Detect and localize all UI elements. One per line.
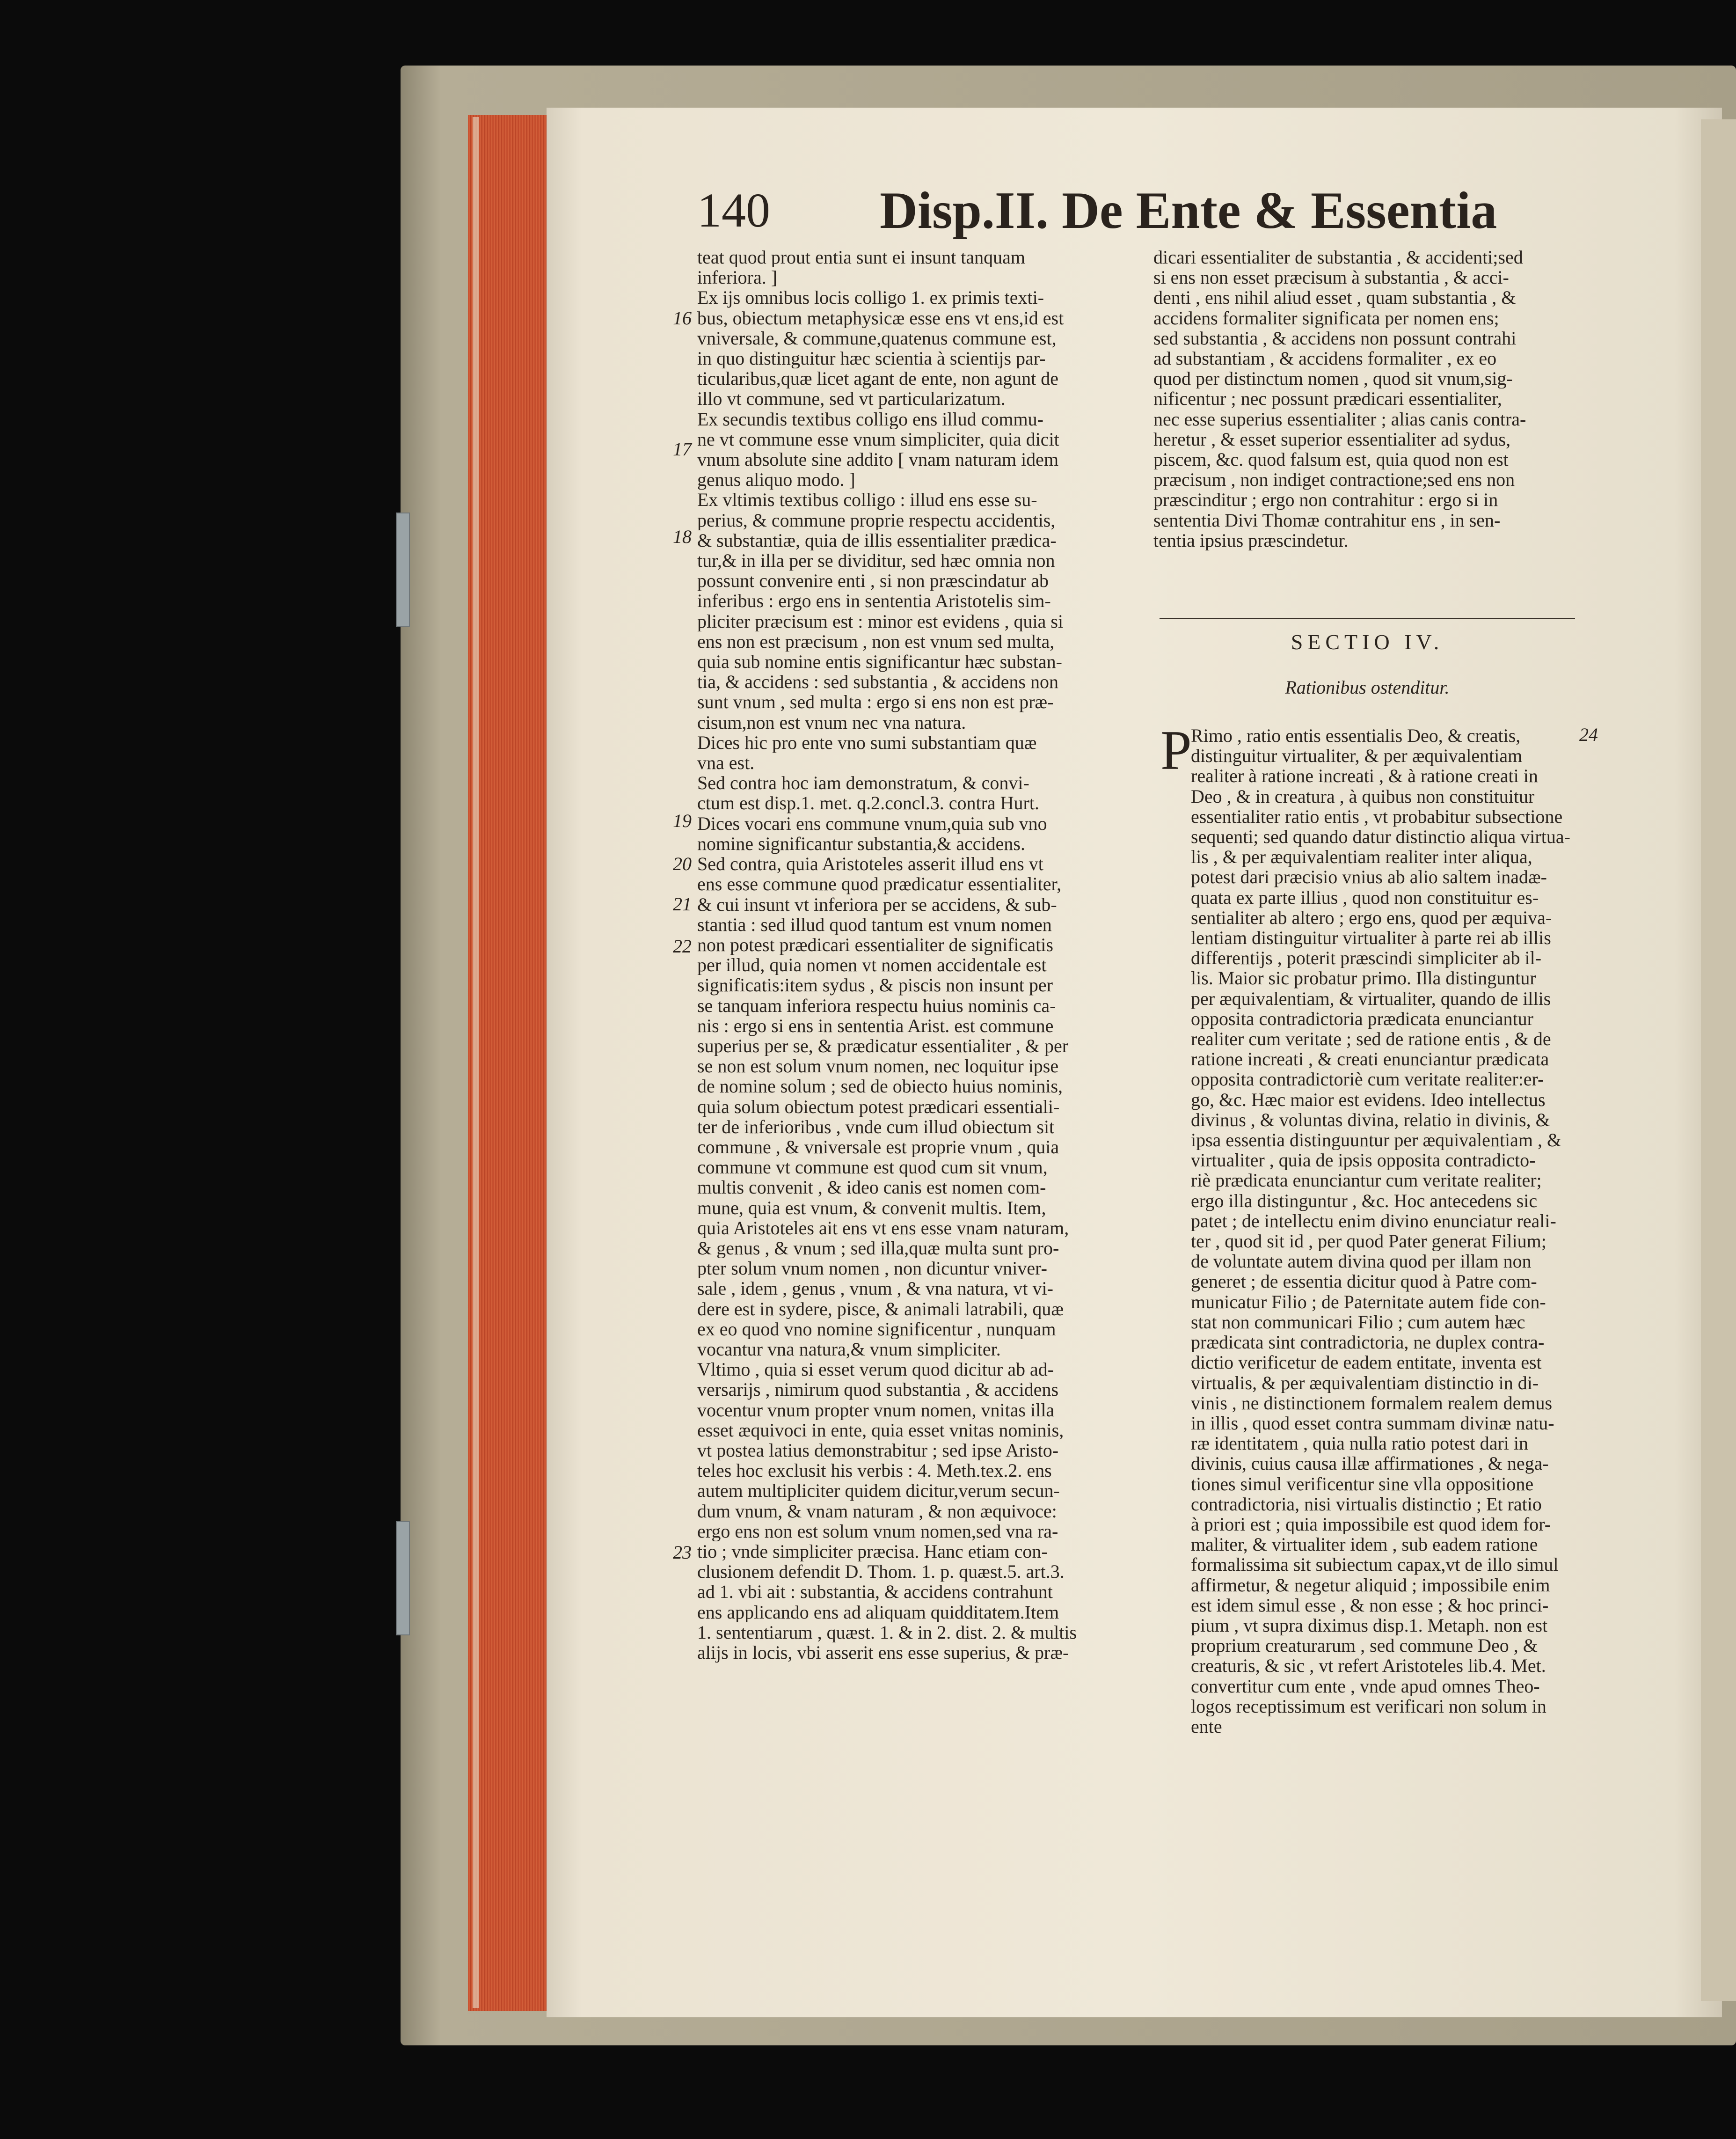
text-line: vna est.	[697, 753, 755, 773]
text-line: perius, & commune proprie respectu accidentis,	[697, 510, 1056, 530]
text-line: sunt vnum , sed multa : ergo si ens non est præ-	[697, 692, 1054, 712]
margin-number-24: 24	[1579, 724, 1598, 745]
margin-number-18: 18	[673, 526, 692, 547]
text-line: sequenti; sed quando datur distinctio aliqua virtua-	[1191, 827, 1570, 847]
text-line: divinis, cuius causa illæ affirmationes , & nega-	[1191, 1453, 1549, 1474]
text-line: sale , idem , genus , vnum , & vna natura, vt vi-	[697, 1278, 1053, 1299]
text-line: Ex secundis textibus colligo ens illud commu-	[697, 409, 1043, 429]
text-line: prædicata sint contradictoria, ne duplex contra-	[1191, 1332, 1545, 1353]
text-line: & genus , & vnum ; sed illa,quæ multa sunt pro-	[697, 1238, 1059, 1259]
text-line: dere est in sydere, pisce, & animali latrabili, quæ	[697, 1298, 1064, 1319]
text-line: est idem simul esse , & non esse ; & hoc princi-	[1191, 1595, 1549, 1615]
text-line: municatur Filio ; de Paternitate autem fide con-	[1191, 1291, 1546, 1312]
text-line: stat non communicari Filio ; cum autem hæc	[1191, 1311, 1525, 1333]
text-line: ctum est disp.1. met. q.2.concl.3. contra Hurt.	[697, 793, 1039, 813]
text-line: superius per se, & prædicatur essentialiter , & per	[697, 1035, 1069, 1056]
text-line: & cui insunt vt inferiora per se accidens, & sub-	[697, 894, 1057, 915]
text-line: in quo distinguitur hæc scientia à scientijs par-	[697, 348, 1046, 369]
text-line: quia sub nomine entis significantur hæc substan-	[697, 652, 1062, 672]
text-line: alijs in locis, vbi asserit ens esse superius, & præ-	[697, 1642, 1069, 1663]
text-line: denti , ens nihil aliud esset , quam substantia , &	[1153, 287, 1516, 308]
left-column	[697, 247, 1146, 1663]
text-line: lentiam distinguitur virtualiter à parte rei ab illis	[1191, 928, 1551, 948]
text-line: Rimo , ratio entis essentialis Deo, & creatis,	[1191, 725, 1521, 746]
text-line: Deo , & in creatura , à quibus non constituitur	[1191, 786, 1535, 806]
text-line: maliter, & virtualiter idem , sub eadem ratione	[1191, 1534, 1538, 1555]
text-line: vniversale, & commune,quatenus commune est,	[697, 328, 1057, 349]
text-line: versarijs , nimirum quod substantia , & accidens	[697, 1379, 1059, 1400]
text-line: accidens formaliter significata per nomen ens;	[1153, 308, 1499, 328]
text-line: & substantiæ, quia de illis essentialiter prædica-	[697, 530, 1057, 551]
text-line: Ex ijs omnibus locis colligo 1. ex primis texti-	[697, 287, 1044, 308]
text-line: realiter à ratione increati , & à ratione creati in	[1191, 766, 1538, 786]
text-line: Sed contra, quia Aristoteles asserit illud ens vt	[697, 854, 1043, 874]
text-line: clusionem defendit D. Thom. 1. p. quæst.5. art.3.	[697, 1561, 1065, 1582]
text-line: ter , quod sit id , per quod Pater generat Filium;	[1191, 1231, 1546, 1252]
text-line: teat quod prout entia sunt ei insunt tanquam	[697, 247, 1025, 268]
margin-number-17: 17	[673, 439, 692, 460]
text-line: ad substantiam , & accidens formaliter , ex eo	[1153, 348, 1497, 369]
text-line: lis. Maior sic probatur primo. Illa distinguntur	[1191, 968, 1536, 989]
text-line: tur,& in illa per se dividitur, sed hæc omnia non	[697, 550, 1055, 571]
text-line: ens esse commune quod prædicatur essentialiter,	[697, 874, 1062, 894]
clasp-top	[396, 513, 410, 627]
text-line: vinis , ne distinctionem formalem realem demus	[1191, 1392, 1553, 1413]
running-head: Disp.II. De Ente & Essentia	[880, 182, 1497, 240]
text-line: Sed contra hoc iam demonstratum, & convi-	[697, 773, 1029, 793]
text-line: Vltimo , quia si esset verum quod dicitur ab ad-	[697, 1359, 1054, 1380]
page-number: 140	[697, 183, 770, 237]
margin-number-20: 20	[673, 853, 692, 874]
text-line: vnum absolute sine addito [ vnam naturam idem	[697, 449, 1059, 470]
text-line: generet ; de essentia dicitur quod à Patre com-	[1191, 1271, 1537, 1292]
facing-page-edge	[1701, 119, 1736, 2001]
margin-number-23: 23	[673, 1542, 692, 1563]
text-line: quata ex parte illius , quod non constituitur es-	[1191, 887, 1539, 908]
text-line: genus aliquo modo. ]	[697, 469, 855, 490]
right-column-bottom	[1191, 725, 1577, 1736]
text-line: ipsa essentia distinguuntur per æquivalentiam , &	[1191, 1130, 1562, 1150]
page-edge-highlight	[473, 117, 479, 2008]
text-line: per illud, quia nomen vt nomen accidentale est	[697, 955, 1047, 975]
text-line: virtualiter , quia de ipsis opposita contradicto-	[1191, 1150, 1536, 1171]
text-line: heretur , & esset superior essentialiter ad sydus,	[1153, 429, 1511, 450]
text-line: Dices vocari ens commune vnum,quia sub vno	[697, 813, 1047, 834]
text-line: contradictoria, nisi virtualis distinctio ; Et ratio	[1191, 1494, 1542, 1514]
text-line: pliciter præcisum est : minor est evidens , quia si	[697, 611, 1064, 631]
text-line: commune vt commune est quod cum sit vnum,	[697, 1157, 1048, 1178]
text-line: præscinditur ; ergo non contrahitur : ergo si in	[1153, 490, 1498, 510]
text-line: in illis , quod esset contra summam divinæ natu-	[1191, 1413, 1554, 1434]
section-rule	[1160, 618, 1575, 619]
right-column-top	[1153, 247, 1577, 550]
text-line: essentialiter ratio entis , vt probabitur subsectione	[1191, 806, 1563, 827]
text-line: dicari essentialiter de substantia , & accidenti;sed	[1153, 247, 1523, 268]
text-line: ergo ens non est solum vnum nomen,sed vna ra-	[697, 1521, 1058, 1541]
page-edges	[468, 115, 547, 2011]
text-line: vocantur vna natura,& vnum simpliciter.	[697, 1339, 1001, 1360]
text-line: lis , & per æquivalentiam realiter inter aliqua,	[1191, 847, 1532, 867]
text-line: autem multipliciter quidem dicitur,verum secun-	[697, 1480, 1060, 1501]
text-line: stantia : sed illud quod tantum est vnum nomen	[697, 914, 1052, 935]
text-line: potest dari præcisio vnius ab alio saltem inadæ-	[1191, 867, 1547, 887]
text-line: vt postea latius demonstrabitur ; sed ipse Aristo-	[697, 1440, 1059, 1461]
text-line: inferibus : ergo ens in sententia Aristotelis sim-	[697, 591, 1051, 611]
text-line: se non est solum vnum nomen, nec loquitur ipse	[697, 1056, 1059, 1077]
text-line: ens applicando ens ad aliquam quidditatem.Item	[697, 1602, 1059, 1622]
text-line: realiter cum veritate ; sed de ratione entis , & de	[1191, 1029, 1551, 1049]
text-line: ne vt commune esse vnum simpliciter, quia dicit	[697, 429, 1059, 450]
text-line: inferiora. ]	[697, 267, 778, 288]
text-line: piscem, &c. quod falsum est, quia quod non est	[1153, 449, 1509, 470]
text-line: bus, obiectum metaphysicæ esse ens vt ens,id est	[697, 308, 1064, 328]
text-line: tio ; vnde simpliciter præcisa. Hanc etiam con-	[697, 1541, 1048, 1562]
text-line: nomine significantur substantia,& accidens.	[697, 833, 1025, 854]
margin-number-21: 21	[673, 894, 692, 915]
text-line: riè prædicata enunciantur cum veritate realiter;	[1191, 1170, 1542, 1191]
text-line: logos receptissimum est verificari non solum in	[1191, 1696, 1546, 1716]
text-line: ens non est præcisum , non est vnum sed multa,	[697, 631, 1055, 652]
text-line: distinguitur virtualiter, & per æquivalentiam	[1191, 746, 1523, 766]
text-line: opposita contradictoria prædicata enunciantur	[1191, 1008, 1533, 1029]
margin-number-16: 16	[673, 308, 692, 329]
text-line: se tanquam inferiora respectu huius nominis ca-	[697, 995, 1056, 1016]
text-line: cisum,non est vnum nec vna natura.	[697, 712, 966, 733]
drop-cap: P	[1160, 719, 1192, 781]
text-line: pter solum vnum nomen , non dicuntur vniver-	[697, 1258, 1047, 1279]
text-line: virtualis, & per æquivalentiam distinctio in di-	[1191, 1372, 1539, 1393]
text-line: non potest prædicari essentialiter de significatis	[697, 934, 1053, 955]
text-line: dum vnum, & vnam naturam , & non æquivoce:	[697, 1501, 1057, 1521]
text-line: 1. sententiarum , quæst. 1. & in 2. dist. 2. & multis	[697, 1622, 1077, 1643]
text-line: creaturis, & sic , vt refert Aristoteles lib.4. Met.	[1191, 1656, 1546, 1676]
margin-number-22: 22	[673, 936, 692, 957]
text-line: nec esse superius essentialiter ; alias canis contra-	[1153, 409, 1526, 429]
text-line: possunt convenire enti , si non præscindatur ab	[697, 571, 1049, 591]
text-line: affirmetur, & negetur aliquid ; impossibile enim	[1191, 1575, 1550, 1595]
text-line: ticularibus,quæ licet agant de ente, non agunt de	[697, 368, 1058, 389]
text-line: dictio verificetur de eadem entitate, inventa est	[1191, 1352, 1542, 1373]
section-subtitle: Rationibus ostenditur.	[1285, 677, 1450, 698]
clasp-bottom	[396, 1521, 410, 1635]
text-line: Dices hic pro ente vno sumi substantiam quæ	[697, 732, 1037, 753]
text-line: tia, & accidens : sed substantia , & accidens non	[697, 672, 1059, 692]
text-line: de nomine solum ; sed de obiecto huius nominis,	[697, 1076, 1063, 1097]
text-line: Ex vltimis textibus colligo : illud ens esse su-	[697, 490, 1037, 510]
text-line: commune , & vniversale est proprie vnum , quia	[697, 1136, 1059, 1157]
text-line: sed substantia , & accidens non possunt contrahi	[1153, 328, 1517, 349]
text-line: proprium creaturarum , sed commune Deo , &	[1191, 1635, 1538, 1656]
text-line: sentialiter ab altero ; ergo ens, quod per æquiva-	[1191, 907, 1552, 928]
text-line: quod per distinctum nomen , quod sit vnum,sig-	[1153, 368, 1513, 389]
text-line: pium , vt supra diximus disp.1. Metaph. non est	[1191, 1615, 1548, 1636]
text-line: illo vt commune, sed vt particularizatum.	[697, 388, 1006, 409]
text-line: mune, quia est vnum, & convenit multis. Item,	[697, 1197, 1046, 1218]
text-line: patet ; de intellectu enim divino enunciatur reali-	[1191, 1210, 1556, 1231]
text-line: formalissima sit subiectum capax,vt de illo simul	[1191, 1554, 1559, 1575]
text-line: divinus , & voluntas divina, relatio in divinis, &	[1191, 1109, 1550, 1130]
text-line: nis : ergo si ens in sententia Arist. est commune	[697, 1015, 1054, 1036]
text-line: ergo illa distinguntur , &c. Hoc antecedens sic	[1191, 1190, 1538, 1211]
text-line: ræ identitatem , quia nulla ratio potest dari in	[1191, 1433, 1528, 1454]
text-line: per æquivalentiam, & virtualiter, quando de illis	[1191, 988, 1551, 1009]
text-line: convertitur cum ente , vnde apud omnes Theo-	[1191, 1676, 1540, 1696]
text-line: significatis:item sydus , & piscis non insunt per	[697, 975, 1053, 996]
text-line: differentijs , poterit præscindi simpliciter ab il-	[1191, 948, 1542, 968]
text-line: ratione increati , & creati enunciantur prædicata	[1191, 1049, 1549, 1070]
text-line: tentia ipsius præscindetur.	[1153, 530, 1349, 551]
section-title: SECTIO IV.	[1291, 630, 1444, 654]
text-line: opposita contradictoriè cum veritate realiter:er-	[1191, 1069, 1544, 1090]
text-line: à priori est ; quia impossibile est quod idem for-	[1191, 1514, 1551, 1535]
text-line: quia solum obiectum potest prædicari essentiali-	[697, 1096, 1060, 1117]
text-line: go, &c. Hæc maior est evidens. Ideo intellectus	[1191, 1089, 1546, 1110]
text-line: vocentur vnum propter vnum nomen, vnitas illa	[697, 1399, 1055, 1420]
text-line: si ens non esset præcisum à substantia , & acci-	[1153, 267, 1509, 288]
text-line: ente	[1191, 1716, 1222, 1737]
text-line: quia Aristoteles ait ens vt ens esse vnam naturam,	[697, 1217, 1069, 1238]
text-line: præcisum , non indiget contractione;sed ens non	[1153, 469, 1515, 490]
margin-number-19: 19	[673, 810, 692, 831]
text-line: teles hoc exclusit his verbis : 4. Meth.tex.2. ens	[697, 1460, 1052, 1481]
text-line: sententia Divi Thomæ contrahitur ens , in sen-	[1153, 510, 1501, 530]
text-line: de voluntate autem divina quod per illam non	[1191, 1251, 1532, 1272]
text-line: esset æquivoci in ente, quia esset vnitas nominis,	[697, 1420, 1064, 1440]
text-line: nificentur ; nec possunt prædicari essentialiter,	[1153, 388, 1502, 409]
text-line: ex eo quod vno nomine significentur , nunquam	[697, 1319, 1056, 1339]
text-line: tiones simul verificentur sine vlla oppositione	[1191, 1473, 1534, 1494]
text-line: multis convenit , & ideo canis est nomen com-	[697, 1177, 1046, 1198]
text-line: ter de inferioribus , vnde cum illud obiectum sit	[697, 1116, 1055, 1137]
text-line: ad 1. vbi ait : substantia, & accidens contrahunt	[697, 1582, 1053, 1602]
